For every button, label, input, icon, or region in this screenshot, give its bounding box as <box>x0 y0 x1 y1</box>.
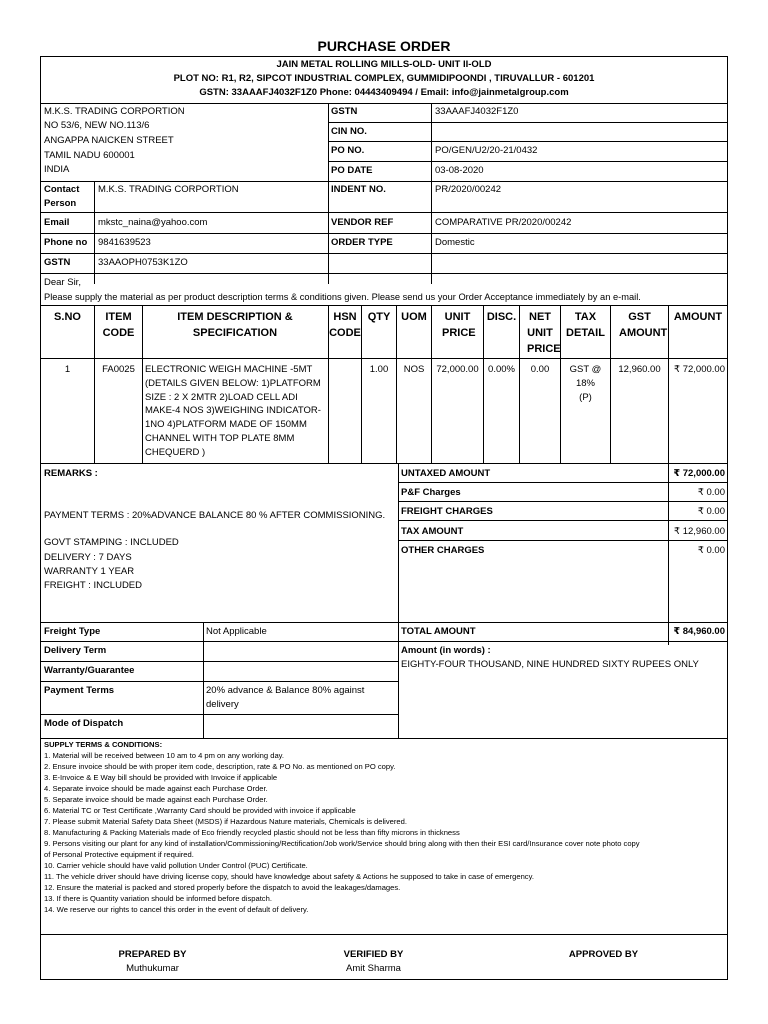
po-info-value: COMPARATIVE PR/2020/00242 <box>435 217 572 228</box>
company-address: PLOT NO: R1, R2, SIPCOT INDUSTRIAL COMPLEX, GUMMIDIPOONDI , TIRUVALLUR - 601201 <box>173 73 595 84</box>
supply-term-item: 14. We reserve our rights to cancel this order in the event of default of delivery. <box>44 905 309 914</box>
po-info-value: PO/GEN/U2/20-21/0432 <box>435 145 538 156</box>
total-amount-label: TOTAL AMOUNT <box>401 626 476 637</box>
contact-person-value: M.K.S. TRADING CORPORTION <box>98 184 239 195</box>
item-uom: NOS <box>403 364 425 375</box>
supply-term-item: 9. Persons visiting our plant for any kind of installation/Commissioning/Rectification/Job work/Service should bring along with then their ESI card/Insurance cover note photo copy <box>44 839 640 848</box>
amount-in-words-label: Amount (in words) : <box>401 645 491 656</box>
email-label: Email <box>44 217 70 228</box>
supply-term-item: 1. Material will be received between 10 am to 4 pm on any working day. <box>44 751 285 760</box>
tax-amount-label: TAX AMOUNT <box>401 526 464 537</box>
po-info-label: VENDOR REF <box>331 217 394 228</box>
col-header-amount: AMOUNT <box>673 311 723 323</box>
item-gst-amount: 12,960.00 <box>618 364 661 375</box>
pf-charges-label: P&F Charges <box>401 487 461 498</box>
vendor-address-line: M.K.S. TRADING CORPORTION <box>44 106 185 117</box>
divider <box>41 103 727 104</box>
item-unit-price: 72,000.00 <box>436 364 479 375</box>
supply-term-item: 8. Manufacturing & Packing Materials made of Eco friendly recycled plastic should not be less than fifty microns in thickness <box>44 828 460 837</box>
freight-charges-label: FREIGHT CHARGES <box>401 506 493 517</box>
po-info-label: INDENT NO. <box>331 184 386 195</box>
po-info-label: PO NO. <box>331 145 365 156</box>
pf-charges-value: ₹ 0.00 <box>697 487 725 498</box>
mode-of-dispatch-label: Mode of Dispatch <box>44 718 124 729</box>
verified-by-name: Amit Sharma <box>346 963 401 974</box>
item-description: ELECTRONIC WEIGH MACHINE -5MT (DETAILS GIVEN BELOW: 1)PLATFORM SIZE : 2 X 2MTR 2)LOAD CELL ADI MAKE-4 NOS 3)WEIGHING INDICATOR- 1NO 4)PLATFORM MADE OF 150MM CHANNEL WITH TOP PLATE 8MM CHEQUERD ) <box>145 364 321 458</box>
instruction-text: Please supply the material as per product description terms & conditions given. Please send us your Order Acceptance immediately by an e-mail. <box>44 292 641 302</box>
untaxed-amount-label: UNTAXED AMOUNT <box>401 468 491 479</box>
col-header-item-code: ITEM CODE <box>102 311 135 339</box>
supply-term-item: 10. Carrier vehicle should have valid pollution Under Control (PUC) Certificate. <box>44 861 308 870</box>
phone-label: Phone no <box>44 237 88 248</box>
supply-term-item: of Personal Protective equipment if required. <box>44 850 194 859</box>
prepared-by-label: PREPARED BY <box>118 949 187 960</box>
remarks-line: DELIVERY : 7 DAYS <box>44 552 132 563</box>
supply-term-item: 5. Separate invoice should be made against each Purchase Order. <box>44 795 268 804</box>
remarks-line: WARRANTY 1 YEAR <box>44 566 135 577</box>
contact-person-label: Contact Person <box>44 184 80 209</box>
purchase-order-form <box>40 56 728 980</box>
total-amount-value: ₹ 84,960.00 <box>673 626 725 637</box>
supply-term-item: 4. Separate invoice should be made against each Purchase Order. <box>44 784 268 793</box>
col-header-qty: QTY <box>367 311 391 323</box>
supply-term-item: 7. Please submit Material Safety Data Sheet (MSDS) if Hazardous Nature materials, Chemicals is delivered. <box>44 817 407 826</box>
supply-term-item: 12. Ensure the material is packed and stored properly before the dispatch to avoid the leakages/damages. <box>44 883 401 892</box>
col-header-description: ITEM DESCRIPTION & SPECIFICATION <box>177 311 293 339</box>
remarks-line: GOVT STAMPING : INCLUDED <box>44 537 179 548</box>
item-tax-detail: GST @ 18% (P) <box>569 364 602 403</box>
po-info-label: GSTN <box>331 106 358 117</box>
remarks-label: REMARKS : <box>44 468 98 479</box>
verified-by-label: VERIFIED BY <box>343 949 404 960</box>
col-header-hsn: HSN CODE <box>329 311 361 339</box>
vendor-address-line: INDIA <box>44 164 70 175</box>
phone-value: 9841639523 <box>98 237 151 248</box>
supply-term-item: 2. Ensure invoice should be with proper item code, description, rate & PO No. as mentioned on PO copy. <box>44 762 396 771</box>
prepared-by-name: Muthukumar <box>126 963 179 974</box>
item-qty: 1.00 <box>369 364 389 375</box>
col-header-uom: UOM <box>401 311 427 323</box>
other-charges-value: ₹ 0.00 <box>697 545 725 556</box>
item-sno: 1 <box>64 364 71 375</box>
salutation: Dear Sir, <box>44 277 81 288</box>
email-value: mkstc_naina@yahoo.com <box>98 217 208 228</box>
warranty-label: Warranty/Guarantee <box>44 665 135 676</box>
vendor-gstn-label: GSTN <box>44 257 71 268</box>
po-info-label: ORDER TYPE <box>331 237 393 248</box>
col-header-unit-price: UNIT PRICE <box>442 311 476 339</box>
supply-term-item: 6. Material TC or Test Certificate ,Warranty Card should be provided with invoice if applicable <box>44 806 356 815</box>
company-name: JAIN METAL ROLLING MILLS-OLD- UNIT II-OLD <box>276 59 492 70</box>
item-disc: 0.00% <box>488 364 515 375</box>
tax-amount-value: ₹ 12,960.00 <box>674 526 725 537</box>
po-info-label: CIN NO. <box>331 126 367 137</box>
po-info-value: 33AAAFJ4032F1Z0 <box>435 106 519 117</box>
col-header-sno: S.NO <box>54 311 81 323</box>
item-amount: ₹ 72,000.00 <box>674 364 725 375</box>
col-header-net-unit-price: NET UNIT PRICE <box>527 311 561 355</box>
item-code: FA0025 <box>102 364 135 375</box>
untaxed-amount-value: ₹ 72,000.00 <box>673 468 725 479</box>
vendor-address-line: TAMIL NADU 600001 <box>44 150 135 161</box>
freight-charges-value: ₹ 0.00 <box>697 506 725 517</box>
page-title: PURCHASE ORDER <box>317 38 451 54</box>
supply-term-item: 11. The vehicle driver should have driving license copy, should have knowledge about safety & Actions he supposed to take in case of emergency. <box>44 872 534 881</box>
po-info-value: Domestic <box>435 237 475 248</box>
po-info-value: 03-08-2020 <box>435 165 484 176</box>
col-header-disc: DISC. <box>486 311 517 323</box>
col-header-gst-amount: GST AMOUNT <box>619 311 668 339</box>
freight-type-label: Freight Type <box>44 626 101 637</box>
delivery-term-label: Delivery Term <box>44 645 107 656</box>
supply-term-item: 3. E-Invoice & E Way bill should be provided with Invoice if applicable <box>44 773 278 782</box>
po-info-label: PO DATE <box>331 165 373 176</box>
vendor-address-line: NO 53/6, NEW NO.113/6 <box>44 120 150 131</box>
vendor-address-line: ANGAPPA NAICKEN STREET <box>44 135 174 146</box>
freight-type-value: Not Applicable <box>206 626 267 637</box>
company-contact: GSTN: 33AAAFJ4032F1Z0 Phone: 04443409494 / Email: info@jainmetalgroup.com <box>199 87 569 98</box>
amount-in-words-value: EIGHTY-FOUR THOUSAND, NINE HUNDRED SIXTY RUPEES ONLY <box>401 659 699 670</box>
payment-terms-value: 20% advance & Balance 80% against delivery <box>206 685 365 710</box>
item-net-unit-price: 0.00 <box>530 364 550 375</box>
po-info-value: PR/2020/00242 <box>435 184 502 195</box>
col-header-tax-detail: TAX DETAIL <box>566 311 605 339</box>
supply-term-item: 13. If there is Quantity variation should be informed before dispatch. <box>44 894 272 903</box>
vendor-gstn-value: 33AAOPH0753K1ZO <box>98 257 188 268</box>
supply-terms-title: SUPPLY TERMS & CONDITIONS: <box>44 740 163 749</box>
other-charges-label: OTHER CHARGES <box>401 545 485 556</box>
remarks-line: FREIGHT : INCLUDED <box>44 580 143 591</box>
approved-by-label: APPROVED BY <box>568 949 639 960</box>
payment-terms-label: Payment Terms <box>44 685 115 696</box>
remarks-line: PAYMENT TERMS : 20%ADVANCE BALANCE 80 % AFTER COMMISSIONING. <box>44 510 386 521</box>
